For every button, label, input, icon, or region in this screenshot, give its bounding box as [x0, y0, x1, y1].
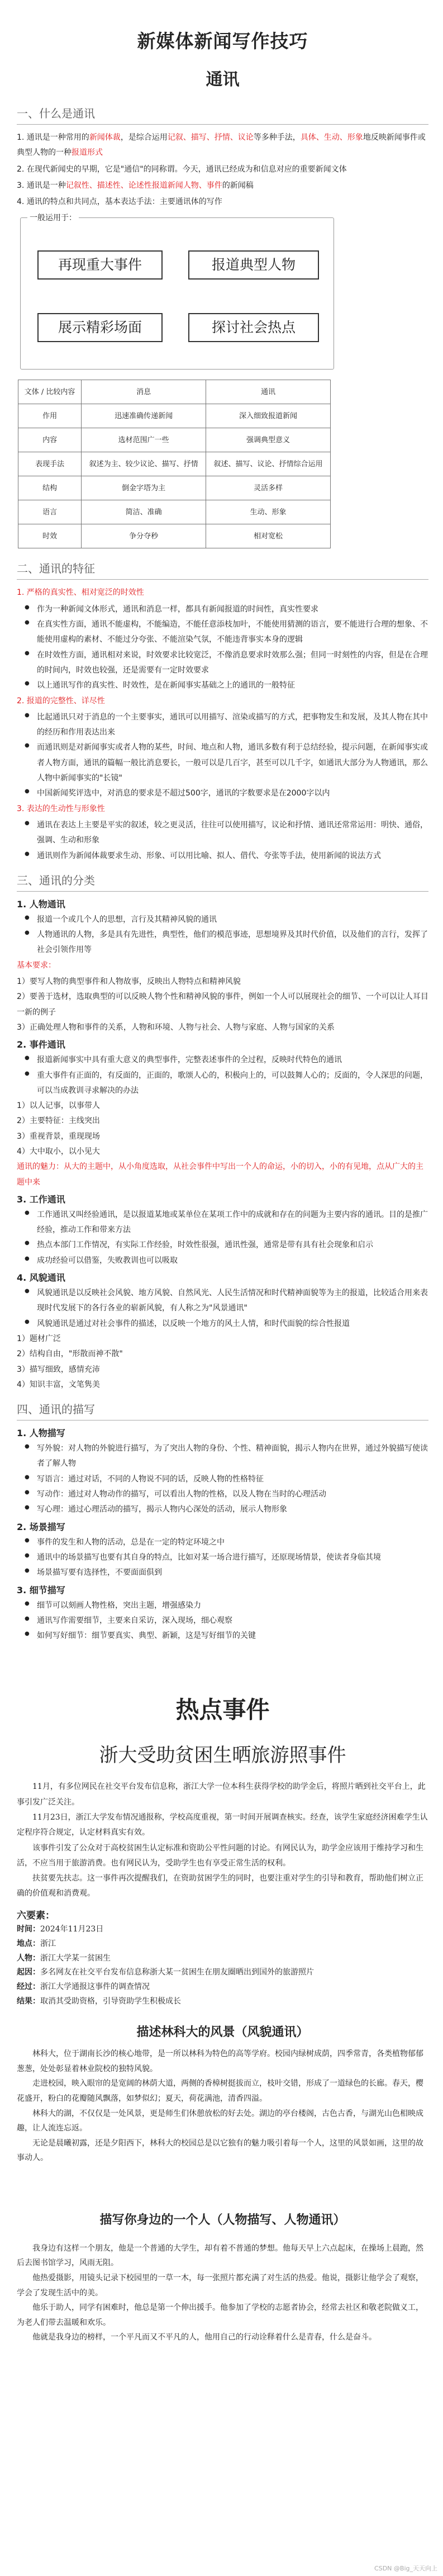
list-item: ● 在时效性方面，通讯相对来说，时效要求比较宽泛，不像消息要求时效那么强；但同一时刻性的内容，但是在合理的时间内，时效也较强，还是需要有一定时效要求	[17, 648, 428, 679]
table-row	[18, 380, 331, 404]
six-element-value: 取消其受助资格，引导资助学生积极成长	[40, 1997, 181, 2006]
table-header-cell: 通讯	[206, 380, 331, 404]
category-1-list	[17, 912, 428, 958]
list-item: ● 通讯写作需要细节，主要来自采访，深入现场，细心观察	[17, 1613, 428, 1628]
text-run: 3. 通讯是一种	[17, 181, 66, 190]
s1-paragraph-4: 4. 通讯的特点和共同点，基本表达手法：主要通讯体的写作	[17, 197, 222, 207]
list-item: ● 写动作：通过对人物动作的描写，可以看出人物的性格，以及人物在当时的心理活动	[17, 1487, 428, 1502]
highlight-note: 通讯的魅力：从大的主题中，从小角度选取，从社会事件中写出一个人的命运，小的切入，小的有见地，点从广大的主题中来	[17, 1162, 423, 1187]
sub-title: 通讯	[206, 70, 240, 89]
sub-item: 4）知识丰富，文笔隽美	[17, 1380, 100, 1389]
list-item: ● 热点本部门工作情况，有实际工作经验，时效性很强，通讯性强，通常是带有具有社会现象和启示	[17, 1238, 428, 1253]
list-item: ● 在真实性方面，通讯不能虚构，不能编造，不能任意添枝加叶，不能使用猜测的语言，要不能进行合理的想象、不能使用虚构的素材、不能过分夸张、不能渲染气氛，不能违背事实本身的逻辑	[17, 617, 428, 648]
sub-item: 3）重视背景，重现现场	[17, 1131, 100, 1141]
text-run-red: 具体、生动、形象	[300, 133, 363, 142]
news-body	[17, 1779, 428, 1901]
table-row	[18, 500, 331, 524]
table-row	[18, 452, 331, 476]
table-cell: 迅速准确传递新闻	[82, 404, 206, 428]
list-item: ● 场景描写要有选择性，不要面面俱到	[17, 1565, 428, 1580]
divider	[17, 579, 428, 580]
table-cell: 作用	[18, 404, 82, 428]
news-paragraph: 该事件引发了公众对于高校贫困生认定标准和资助公平性问题的讨论。有网民认为，助学金应该用于维持学习和生活，不应当用于旅游消费。也有网民认为，受助学生也有享受正常生活的权利。	[17, 1843, 423, 1868]
feature-paragraph: 他热爱摄影，用镜头记录下校园里的一草一木，每一张照片都充满了对生活的热爱。他说，摄影让他学会了观察，学会了发现生活中的美。	[17, 2274, 423, 2298]
list-item: ● 写外貌：对人物的外貌进行描写，为了突出人物的身份、个性、精神面貌，揭示人物内在世界，通过外貌描写使读者了解人物	[17, 1441, 428, 1472]
feature-paragraph: 林科大的湖，不仅仅是一处风景，更是师生们休憩放松的好去处。湖边的亭台楼阁，古色古香，与湖光山色相映成趣，让人流连忘返。	[17, 2109, 423, 2133]
table-cell: 时效	[18, 524, 82, 548]
six-element-value: 多名网友在社交平台发布信息称浙大某一贫困生在朋友圈晒出到国外的旅游照片	[40, 1968, 314, 1977]
text-run: 地反映新闻事件或典型人物的一种	[17, 133, 426, 158]
feature-3-list	[17, 818, 428, 864]
diagram-box: 展示精彩场面	[37, 313, 163, 342]
text-run: 的新闻稿	[222, 181, 254, 190]
category-2-heading: 2. 事件通讯	[17, 1039, 65, 1050]
six-element-item	[17, 1980, 428, 1995]
table-cell: 语言	[18, 500, 82, 524]
feature-paragraph: 他就是我身边的榜样，一个平凡而又不平凡的人，他用自己的行动诠释着什么是青春，什么是奋斗。	[32, 2333, 377, 2342]
news-paragraph: 11月23日，浙江大学发布情况通报称，学校高度重视，第一时间开展调查核实。经查，该学生家庭经济困难学生认定程序符合规定，认定材料真实有效。	[17, 1813, 428, 1838]
sub-item: 2）结构自由，"形散而神不散"	[17, 1349, 123, 1359]
list-item: ● 通讯则作为新闻体裁要求生动、形象、可以用比喻、拟人、借代、夸张等手法，使用新闻的说法方式	[17, 849, 428, 864]
category-3-list	[17, 1208, 428, 1268]
list-item: ● 如何写好细节：细节要真实、典型、新颖，这是写好细节的关键	[17, 1628, 428, 1644]
table-row	[18, 428, 331, 452]
six-element-key: 经过：	[17, 1982, 40, 1992]
table-cell: 争分夺秒	[82, 524, 206, 548]
description-2-list	[17, 1535, 428, 1581]
description-3-heading: 3. 细节描写	[17, 1584, 65, 1595]
text-run-red: 报道新闻人物、事件	[151, 181, 222, 190]
feature-2-body	[17, 2241, 428, 2345]
feature-paragraph: 走进校园，映入眼帘的是宽阔的林荫大道，两侧的香樟树挺拔而立，枝叶交错，形成了一道绿色的长廊。春天，樱花盛开，粉白的花瓣随风飘落，如梦似幻；夏天，荷花满池，清香四溢。	[17, 2079, 423, 2103]
six-element-key: 起因：	[17, 1968, 40, 1977]
requirement-item: 1）要写人物的典型事件和人物故事，反映出人物特点和精神风貌	[17, 977, 241, 987]
requirements-label: 基本要求：	[17, 960, 56, 970]
table-cell: 生动、形象	[206, 500, 331, 524]
list-item: ● 通讯在表达上主要是平实的叙述，较之更灵活，往往可以使用描写，议论和抒情、通讯还常常运用：明快、通俗，强调、生动和形象	[17, 818, 428, 849]
list-item: ● 报道一个或几个人的思想，言行及其精神风貌的通讯	[17, 912, 428, 927]
text-run-red: 新闻体裁	[89, 133, 121, 142]
list-item: ● 写心理：通过心理活动的描写，揭示人物内心深处的活动，展示人物形象	[17, 1502, 428, 1517]
diagram-box: 探讨社会热点	[188, 313, 319, 342]
s1-paragraph-3	[17, 178, 428, 193]
section-2-heading: 二、通讯的特征	[17, 562, 95, 576]
s1-paragraph-1	[17, 130, 428, 161]
news-paragraph: 扶贫要先扶志。这一事件再次提醒我们，在资助贫困学生的同时，也要注重对学生的引导和教育，帮助他们树立正确的价值观和消费观。	[17, 1874, 423, 1898]
table-cell: 内容	[18, 428, 82, 452]
list-item: ● 细节可以刻画人物性格，突出主题，增强感染力	[17, 1598, 428, 1613]
category-4-list	[17, 1286, 428, 1332]
news-title: 浙大受助贫困生晒旅游照事件	[99, 1744, 346, 1767]
list-item: ● 重大事件有正面的，有反面的，正面的，歌颂人心的，积极向上的，可以鼓舞人心的；反面的，令人深思的问题，可以当成教训寻求解决的办法	[17, 1068, 428, 1099]
table-row	[18, 404, 331, 428]
text-run: 1. 通讯是一种常用的	[17, 133, 89, 142]
feature-1-heading: 1. 严格的真实性、相对宽泛的时效性	[17, 588, 144, 598]
table-cell: 叙述、描写、议论、抒情综合运用	[206, 452, 331, 476]
diagram-box: 再现重大事件	[37, 250, 163, 280]
feature-2-title: 描写你身边的一个人（人物描写、人物通讯）	[99, 2212, 346, 2227]
six-element-value: 浙江大学某一贫困生	[40, 1953, 111, 1963]
six-element-item	[17, 1966, 428, 1980]
feature-2-heading: 2. 报道的完整性、详尽性	[17, 696, 105, 705]
table-cell: 倒金字塔为主	[82, 476, 206, 500]
table-header-cell: 文体 / 比较内容	[18, 380, 82, 404]
table-cell: 结构	[18, 476, 82, 500]
feature-2-list	[17, 710, 428, 802]
section-1-heading: 一、什么是通讯	[17, 107, 95, 120]
diagram-box: 报道典型人物	[188, 250, 319, 280]
text-run: 等多种手法，	[253, 133, 301, 142]
table-cell: 叙述为主、较少议论、描写、抒情	[82, 452, 206, 476]
feature-paragraph: 林科大，位于湖南长沙的核心地带，是一所以林科为特色的高等学府。校园内绿树成荫，四季常青，各类植物郁郁葱葱，处处彰显着林业院校的独特风貌。	[17, 2049, 423, 2073]
description-1-list	[17, 1441, 428, 1517]
list-item: ● 成功经验可以借鉴，失败教训也可以吸取	[17, 1253, 428, 1268]
sub-item: 3）描写细致，感情充沛	[17, 1365, 100, 1374]
hot-event-heading: 热点事件	[175, 1696, 270, 1724]
six-element-key: 人物：	[17, 1953, 40, 1963]
table-cell: 表现手法	[18, 452, 82, 476]
list-item: ● 而通讯则是对新闻事实或者人物的某些，时间、地点和人物，通讯多数有利于总结经验，提示问题，在新闻事实或者人物方面，通讯的篇幅一般比消息要长，一般可以是几百字，甚至可以几千字，如通讯大部分为人物通讯，那么人物中新闻事实的"长镜"	[17, 740, 428, 786]
text-run-red: 记叙、描写、抒情、议论	[167, 133, 254, 142]
comparison-table	[18, 380, 331, 548]
six-element-key: 地点：	[17, 1939, 40, 1948]
six-elements-heading: 六要素：	[17, 1910, 55, 1921]
list-item: ● 事件的发生和人物的活动，总是在一定的特定环境之中	[17, 1535, 428, 1550]
text-run-red: 报道形式	[72, 148, 103, 158]
requirement-item: 2）要善于选材，选取典型的可以反映人物个性和精神风貌的事件，例如一个人可以展现社会的细节、一个可以让人耳目一新的例子	[17, 992, 428, 1017]
feature-1-title: 描述林科大的风景（风貌通讯）	[136, 2025, 309, 2040]
divider	[17, 891, 428, 892]
category-1-heading: 1. 人物通讯	[17, 898, 65, 910]
six-element-item	[17, 1937, 428, 1952]
table-cell: 选材范围广一些	[82, 428, 206, 452]
six-element-value: 2024年11月23日	[40, 1924, 104, 1934]
list-item: ● 报道新闻事实中具有重大意义的典型事件，完整表述事件的全过程，反映时代特色的通讯	[17, 1053, 428, 1068]
table-cell: 灵活多样	[206, 476, 331, 500]
six-element-item	[17, 1995, 428, 2009]
category-4-heading: 4. 风貌通讯	[17, 1272, 65, 1284]
feature-paragraph: 无论是晨曦初露，还是夕阳西下，林科大的校园总是以它独有的魅力吸引着每一个人，这里的风景如画，这里的故事动人。	[17, 2138, 423, 2163]
category-3-heading: 3. 工作通讯	[17, 1194, 65, 1205]
sub-item: 1）以人记事，以事带人	[17, 1101, 100, 1111]
list-item: ● 工作通讯又叫经验通讯，是以报道某地或某单位在某项工作中的成就和存在的问题为主要内容的通讯。目的是推广经验，推动工作和带来方法	[17, 1208, 428, 1238]
feature-3-heading: 3. 表达的生动性与形象性	[17, 804, 105, 813]
document-content	[0, 27, 443, 2345]
category-2-list	[17, 1053, 428, 1098]
section-3-heading: 三、通讯的分类	[17, 873, 95, 887]
table-row	[18, 476, 331, 500]
description-3-list	[17, 1598, 428, 1644]
list-item: ● 风貌通讯是以反映社会风貌、地方风貌、自然风光、人民生活情况和时代精神面貌等为主的报道，比较适合用来表现时代发展下的各行各业的崭新风貌，有人称之为"风景通讯"	[17, 1286, 428, 1317]
six-element-item	[17, 1952, 428, 1966]
sub-item: 1）题材广泛	[17, 1334, 61, 1343]
section-4-heading: 四、通讯的描写	[17, 1403, 95, 1417]
table-cell: 深入细致报道新闻	[206, 404, 331, 428]
list-item: ● 风貌通讯是通过对社会事件的描述，以反映一个地方的风土人情，和时代面貌的综合性报道	[17, 1317, 428, 1332]
divider	[17, 124, 428, 125]
description-1-heading: 1. 人物描写	[17, 1428, 65, 1439]
sub-item: 2）主要特征：主线突出	[17, 1116, 100, 1126]
table-row	[18, 524, 331, 548]
feature-paragraph: 他乐于助人，同学有困难时，他总是第一个伸出援手。他参加了学校的志愿者协会，经常去社区和敬老院做义工，为老人们带去温暖和欢乐。	[17, 2303, 423, 2327]
six-elements	[17, 1922, 428, 2009]
list-item: ● 中国新闻奖评选中，对消息的要求是不超过500字，通讯的字数要求是在2000字以内	[17, 786, 428, 801]
six-element-value: 浙江	[40, 1939, 56, 1948]
list-item: ● 人物通讯的人物，多是具有先进性，典型性，他们的模范事迹，思想境界及其时代价值，以及他们的言行，发挥了社会引领作用等	[17, 927, 428, 958]
description-2-heading: 2. 场景描写	[17, 1521, 65, 1532]
table-cell: 相对宽松	[206, 524, 331, 548]
list-item: ● 写语言：通过对话，不同的人物说不同的话，反映人物的性格特征	[17, 1472, 428, 1487]
news-paragraph: 11月，有多位网民在社交平台发布信息称，浙江大学一位本科生获得学校的助学金后，将照片晒到社交平台上，此事引发广泛关注。	[17, 1782, 426, 1807]
table-header-cell: 消息	[82, 380, 206, 404]
usage-diagram	[20, 214, 334, 370]
sub-item: 4）大中取小，以小见大	[17, 1147, 100, 1156]
six-element-item	[17, 1922, 428, 1937]
six-element-key: 时间：	[17, 1924, 40, 1934]
table-cell: 强调典型意义	[206, 428, 331, 452]
list-item: ● 比起通讯只对于消息的一个主要事实，通讯可以用描写、渲染或描写的方式，把事物发生和发展，及其人物在其中的经历和作用表达出来	[17, 710, 428, 741]
diagram-caption: 一般运用于：	[27, 212, 79, 223]
comparison-table-wrap	[18, 380, 331, 548]
main-title: 新媒体新闻写作技巧	[137, 30, 308, 52]
s1-paragraph-2: 2. 在现代新闻史的早期，它是"通信"的同称谓。今天，通讯已经成为和信息对应的重要新闻文体	[17, 164, 347, 174]
text-run-red: 记叙性、描述性、论述性	[65, 181, 152, 190]
list-item: ● 作为一种新闻文体形式，通讯和消息一样，都具有新闻报道的时间性，真实性要求	[17, 602, 428, 617]
requirement-item: 3）正确处理人物和事件的关系，人物和环境、人物与社会、人物与家庭、人物与国家的关系	[17, 1022, 335, 1032]
feature-1-body	[17, 2047, 428, 2166]
feature-paragraph: 我身边有这样一个朋友，他是一个普通的大学生，却有着不普通的梦想。他每天早上六点起床，在操场上晨跑，然后去图书馆学习，风雨无阻。	[17, 2243, 423, 2268]
feature-1-list	[17, 602, 428, 694]
six-element-value: 浙江大学通报这事件的调查情况	[40, 1982, 150, 1992]
table-cell: 简洁、准确	[82, 500, 206, 524]
list-item: ● 通讯中的场景描写也要有其自身的特点，比如对某一场合进行描写，还原现场情景，使读者身临其境	[17, 1550, 428, 1565]
text-run: ，是综合运用	[120, 133, 168, 142]
list-item: ● 以上通讯写作的真实性、时效性，是在新闻事实基础之上的通讯的一般特征	[17, 678, 428, 693]
six-element-key: 结果：	[17, 1997, 40, 2006]
watermark: CSDN @Big_天天向上	[374, 2565, 437, 2572]
